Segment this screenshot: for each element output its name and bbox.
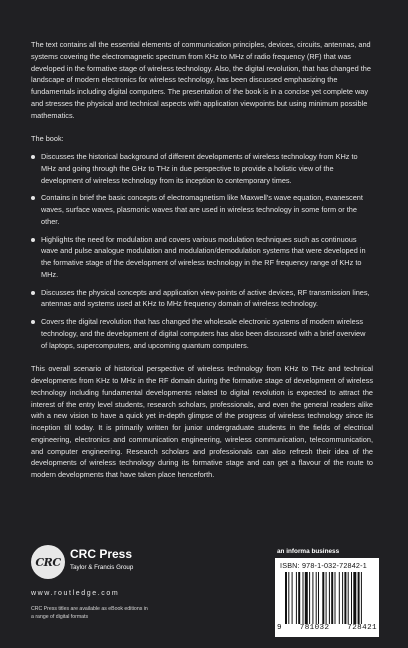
crc-logo-icon: CRC [31, 545, 65, 579]
intro-paragraph: The text contains all the essential elements of communication principles, devices, circuits, antennas, and systems covering the electromagnetic spectrum from KHz to MHz of radio frequency (RF) that was developed in the formative stage of wireless technology. Also, the digital revolution, that has changed the landscape of modern electronics for wireless technology, has been discussed emphasizing the fundamentals including digital computers. The presentation of the book is in a concise yet complete way and stresses the physical and technical aspects with application viewpoints but using minimum possible mathematics. [31, 40, 371, 120]
bullet-icon [31, 320, 35, 324]
ebook-note: CRC Press titles are available as eBook editions in a range of digital formats [31, 606, 148, 620]
publisher-group: Taylor & Francis Group [70, 564, 134, 571]
feature-item: Contains in brief the basic concepts of electromagnetism like Maxwell’s wave equation, evanescent waves, surface waves, plasmonic waves that are used in wireless technology in some form or the other. [31, 192, 373, 227]
barcode-block [275, 558, 379, 637]
feature-item: Discusses the historical background of different developments of wireless technology from KHz to MHz and going through the GHz to THz in due perspective to provide a holistic view of the development of wireless technology from its inception to contemporary times. [31, 151, 373, 186]
feature-item: Covers the digital revolution that has changed the wholesale electronic systems of modern wireless technology, and the development of digital computers has also been discussed with a brief overview of laptops, supercomputers, and upcoming quantum computers. [31, 316, 373, 351]
cover-footer [0, 540, 408, 648]
feature-item: Highlights the need for modulation and covers various modulation techniques such as continuous wave and pulse analogue modulation and modulation/demodulation systems that were developed in the formative stage of the development of wireless technology in the RF frequency range of KHz to MHz. [31, 234, 373, 281]
isbn-label: ISBN: 978-1-032-72842-1 [280, 561, 367, 570]
barcode-icon [285, 572, 369, 624]
website-url[interactable]: www.routledge.com [31, 590, 120, 597]
back-cover-text [31, 39, 373, 481]
publisher-name: CRC Press [70, 547, 133, 561]
bullet-icon [31, 291, 35, 295]
bullet-icon [31, 238, 35, 242]
bullet-icon [31, 196, 35, 200]
feature-list [31, 151, 373, 351]
informa-tagline: an informa business [277, 548, 340, 555]
closing-paragraph: This overall scenario of historical perspective of wireless technology from KHz to THz and technical developments from KHz to MHz in the RF domain during the formative stage of development of wireless technology including fundamental developments related to digital revolution is expected to attract the interest of the entry level students, research scholars, professionals, and even the general readers alike with a new vision to have a quick yet in-depth glimpse of the progress of wireless technology since its inception till today. It is primarily written for junior undergraduate students in the fields of electrical engineering, electronics and communication engineering, wireless communication, telecommunication, and computer engineering. Research scholars and professionals can also refresh their idea of the developments of wireless technology during its formative stage and can get a flavour of the route to modern developments that have taken place henceforth. [31, 364, 373, 479]
feature-item: Discusses the physical concepts and application view-points of active devices, RF transmission lines, antennas and systems used at KHz to MHz frequency domain of wireless technology. [31, 287, 373, 311]
book-heading: The book: [31, 134, 64, 144]
bullet-icon [31, 155, 35, 159]
barcode-digits: 9 781032 728421 [277, 624, 377, 632]
